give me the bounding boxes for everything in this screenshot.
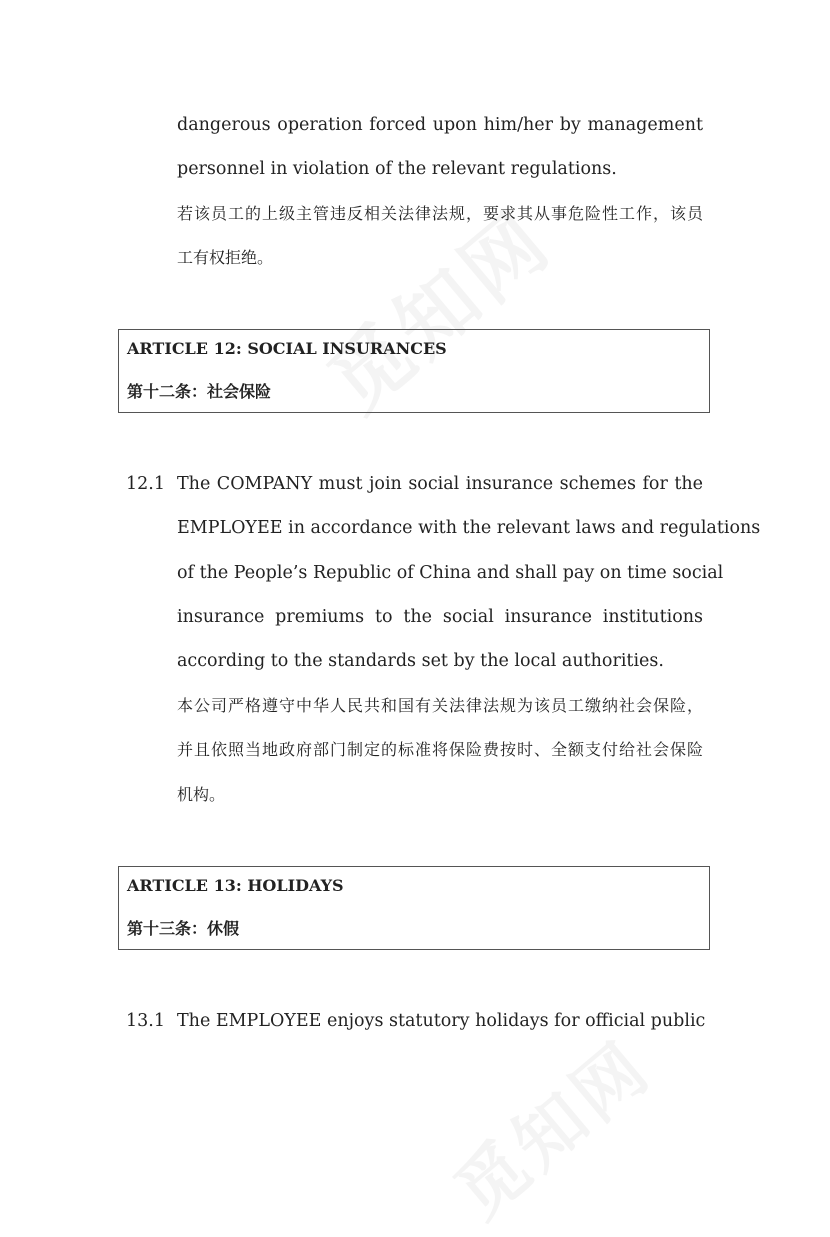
- clause-12-1-en-line-2: EMPLOYEE in accordance with the relevant laws and regulations: [177, 518, 761, 538]
- intro-en-line-2: personnel in violation of the relevant regulations.: [177, 159, 617, 179]
- article-12-title-cn: 第十二条：社会保险: [127, 382, 272, 401]
- clause-12-1-cn-line-1: 本公司严格遵守中华人民共和国有关法律法规为该员工缴纳社会保险，: [177, 696, 703, 715]
- article-13-title: ARTICLE 13: HOLIDAYS: [127, 876, 344, 895]
- intro-en-line-1: dangerous operation forced upon him/her by management: [177, 115, 703, 135]
- clause-12-1-cn-line-3: 机构。: [177, 785, 226, 804]
- intro-cn-line-1: 若该员工的上级主管违反相关法律法规，要求其从事危险性工作，该员: [177, 204, 703, 223]
- article-12-heading-box: [118, 329, 710, 413]
- article-12-title: ARTICLE 12: SOCIAL INSURANCES: [127, 339, 447, 358]
- article-13-title-cn: 第十三条：休假: [127, 919, 240, 938]
- clause-13-1-en-line-1: The EMPLOYEE enjoys statutory holidays for official public: [177, 1011, 706, 1031]
- article-13-heading-box: [118, 866, 710, 950]
- clause-12-1-number: 12.1: [126, 474, 165, 494]
- clause-13-1-number: 13.1: [126, 1011, 165, 1031]
- clause-12-1-en-line-3: of the People’s Republic of China and shall pay on time social: [177, 563, 724, 583]
- watermark-bottom: [430, 1013, 670, 1237]
- clause-12-1-cn-line-2: 并且依照当地政府部门制定的标准将保险费按时、全额支付给社会保险: [177, 740, 703, 759]
- clause-12-1-en-line-1: The COMPANY must join social insurance schemes for the: [177, 474, 703, 494]
- clause-12-1-en-line-5: according to the standards set by the local authorities.: [177, 651, 664, 671]
- clause-12-1-en-line-4: insurance premiums to the social insurance institutions: [177, 607, 703, 627]
- intro-cn-line-2: 工有权拒绝。: [177, 248, 274, 267]
